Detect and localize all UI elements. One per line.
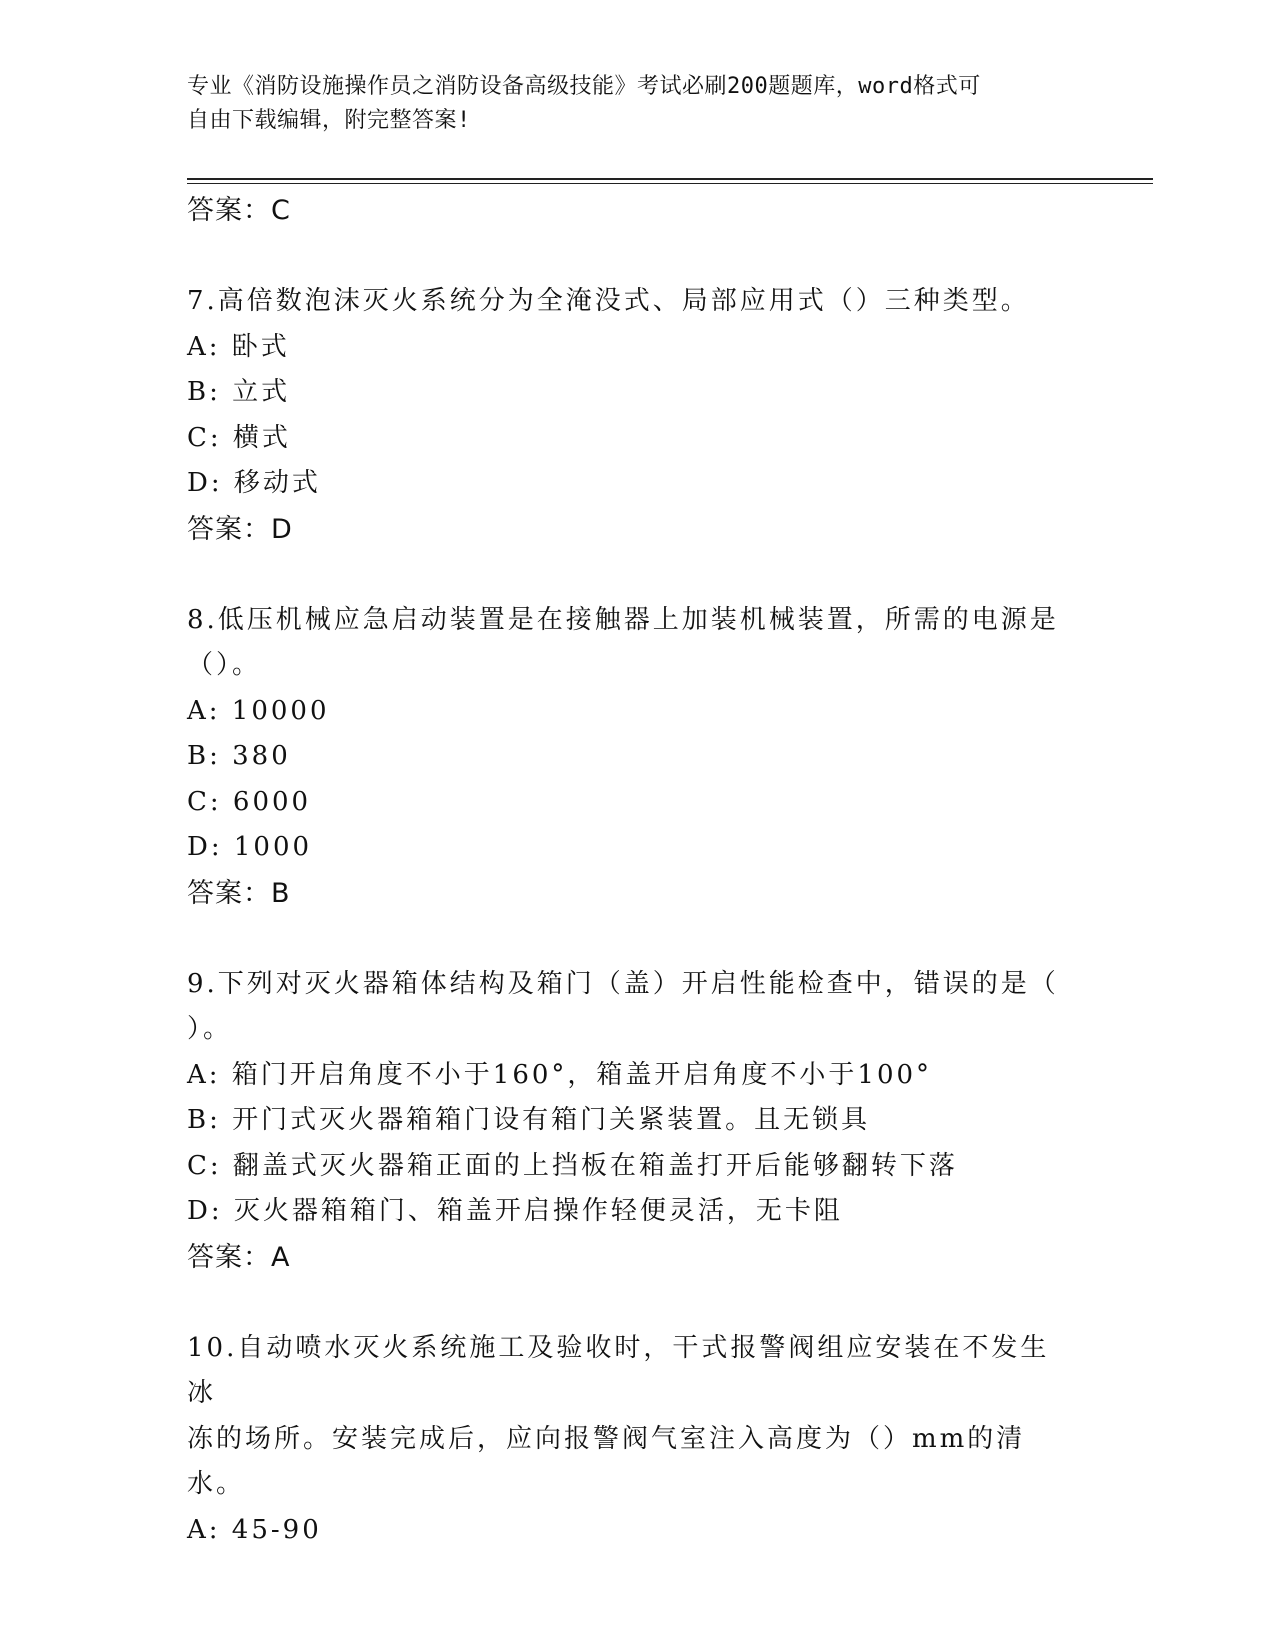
answer-label: 答案：A	[187, 1241, 291, 1273]
option-d: D: 灭火器箱箱门、箱盖开启操作轻便灵活，无卡阻	[187, 1196, 843, 1226]
option-b: B: 立式	[187, 377, 291, 407]
answer-label: 答案：B	[187, 877, 291, 909]
option-b: B: 380	[187, 741, 291, 771]
question-stem-continued: ）。	[187, 1014, 233, 1044]
option-d: D: 移动式	[187, 468, 321, 498]
question-stem: 8.低压机械应急启动装置是在接触器上加装机械装置，所需的电源是	[187, 604, 1059, 635]
option-b: B: 开门式灭火器箱箱门设有箱门关紧装置。且无锁具	[187, 1105, 871, 1135]
option-a: A: 10000	[187, 695, 330, 726]
option-a: A: 45-90	[187, 1514, 322, 1545]
question-stem: 7.高倍数泡沫灭火系统分为全淹没式、局部应用式（）三种类型。	[187, 286, 1030, 316]
question-block	[187, 962, 1087, 1281]
question-block	[187, 598, 1087, 917]
question-block	[187, 1326, 1087, 1554]
question-stem: 9.下列对灭火器箱体结构及箱门（盖）开启性能检查中，错误的是（	[187, 968, 1059, 999]
header-rule-thick	[187, 178, 1153, 180]
document-header	[187, 70, 1067, 138]
question-stem-continued: （）。	[187, 650, 262, 680]
question-stem: 10.自动喷水灭火系统施工及验收时，干式报警阀组应安装在不发生冰	[187, 1332, 1050, 1408]
spacer	[187, 916, 1087, 962]
spacer	[187, 234, 1087, 280]
question-stem-continued: 冻的场所。安装完成后，应向报警阀气室注入高度为（）mm的清水。	[187, 1423, 1026, 1499]
question-block	[187, 279, 1087, 552]
option-a: A: 箱门开启角度不小于160°，箱盖开启角度不小于100°	[187, 1059, 933, 1090]
option-a: A: 卧式	[187, 331, 290, 362]
header-rule-thin	[187, 183, 1153, 184]
header-line-2: 自由下载编辑，附完整答案!	[187, 108, 471, 133]
option-c: C: 翻盖式灭火器箱正面的上挡板在箱盖打开后能够翻转下落	[187, 1150, 958, 1181]
option-c: C: 6000	[187, 786, 312, 817]
answer-label: 答案：C	[187, 195, 291, 226]
answer-label: 答案：D	[187, 513, 293, 545]
option-c: C: 横式	[187, 422, 291, 453]
option-d: D: 1000	[187, 832, 313, 862]
spacer	[187, 552, 1087, 598]
question-list	[187, 188, 1087, 1553]
header-line-1: 专业《消防设施操作员之消防设备高级技能》考试必刷200题题库，word格式可	[187, 74, 981, 99]
spacer	[187, 1280, 1087, 1326]
